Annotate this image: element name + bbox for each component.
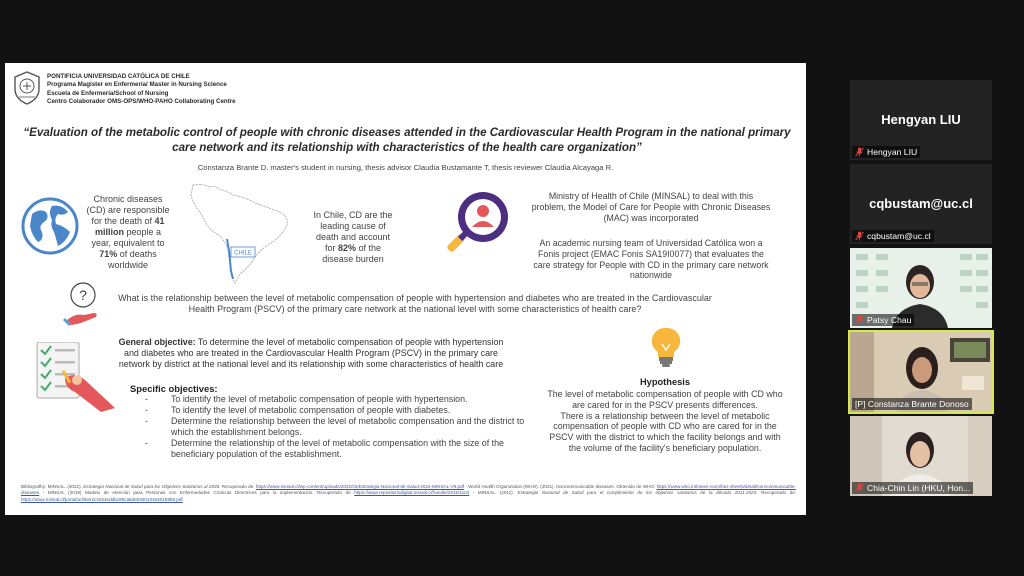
bibliography [21, 484, 796, 503]
bibliography-text: Bibliografhy: MINSAL. (2022). [21, 484, 84, 489]
bibliography-link[interactable]: https://www.minsal.cl/portal/url/item/c4034eddbc96ca6de0400101640159b8.pdf [21, 496, 183, 502]
slide-header [13, 71, 236, 106]
muted-mic-icon [855, 483, 864, 493]
participant-name: Patsy Chau [867, 315, 912, 325]
participant-name-tag [852, 314, 914, 326]
map-label: CHILE [234, 250, 252, 257]
general-objective [111, 337, 511, 370]
institution-line: Centro Colaborador OMS-OPS/WHO-PAHO Collaborating Centre [47, 97, 236, 105]
participant-name-tag [852, 398, 972, 410]
hypothesis-paragraph: There is a relationship between the level of metabolic compensation of people with CD who are cared for in the PSCV with the district to which the facility belongs and with the volume of the facility's beneficiary population. [549, 410, 781, 453]
globe-icon [20, 196, 80, 256]
list-item: - To identify the level of metabolic compensation of people with diabetes. [145, 405, 525, 416]
list-item: - Determine the relationship of the level of metabolic compensation with the size of the beneficiary population of the establishment. [145, 438, 525, 460]
participant-name-tag [852, 482, 973, 494]
general-objective-label: General objective: [118, 337, 196, 347]
muted-mic-icon [855, 231, 864, 241]
bibliography-link[interactable]: https://www.minsal.cl/wp-content/uploads/2022/03/Estrategia-Nacional-de-Salud-2022-MINSAL-V8.pdf [255, 484, 464, 489]
chronic-disease-stat [85, 194, 171, 271]
participant-tile[interactable] [850, 248, 992, 328]
hypothesis-title: Hypothesis [639, 377, 691, 387]
participant-name-tag [852, 230, 934, 242]
minsal-text: Ministry of Health of Chile (MINSAL) to deal with this problem, the Model of Care for People with Chronic Diseases (MAC) was incorporated [531, 191, 771, 223]
hypothesis-text [545, 389, 785, 454]
bibliography-link[interactable]: https://www.who.int/news-room/fact-sheets/detail/noncommunicable-diseases [21, 484, 796, 496]
slide-title: “Evaluation of the metabolic control of people with chronic diseases attended in the Cardiovascular Health Program in the national primary care network and its relationship with characteristics of the health care organization” [23, 126, 791, 154]
institution-line: Programa Magister en Enfermería/ Master in Nursing Science [47, 81, 227, 89]
participant-name: Hengyan LIU [867, 147, 918, 157]
university-seal-icon [13, 71, 41, 105]
specific-objectives-title: Specific objectives: [130, 383, 218, 394]
chile-percent-value: 82% [337, 243, 356, 253]
participant-tile[interactable] [850, 80, 992, 160]
bibliography-text: - World Health Organization (WHO). (2021). Noncommunicable diseases. Obtenido de WHO: [463, 484, 657, 489]
institution-line: Escuela de Enfermería/School of Nursing [47, 89, 169, 97]
participant-name: Chia-Chin Lin (HKU, Hon... [867, 483, 971, 493]
cd-text-part: of deaths worldwide [107, 249, 157, 270]
participant-name: [P] Constanza Brante Donoso [855, 399, 969, 409]
institution-block [47, 71, 236, 106]
chile-text-part: of the disease burden [322, 243, 384, 264]
shared-slide [5, 63, 806, 515]
participant-name-tag [852, 146, 920, 158]
south-america-map [185, 181, 295, 286]
participant-tile[interactable] [850, 416, 992, 496]
research-question: What is the relationship between the level of metabolic compensation of people with hypertension and diabetes who are treated in the Cardiovascular Health Program (PSCV) of the primary care network at the national level with some characteristics of health care? [118, 293, 712, 314]
lightbulb-icon [648, 326, 684, 368]
cd-text-part: people a year, equivalent to [91, 227, 165, 248]
bibliography-text: - MINSAL (2019) Modelo de Atención para Personas con Enfermedades Crónicas Directrices para la implementación. Recuperado de [39, 490, 355, 496]
chile-stat [311, 210, 395, 265]
participant-display-name: Hengyan LIU [881, 112, 961, 127]
participant-tile[interactable] [850, 164, 992, 244]
bibliography-link[interactable]: https://www.repositoriodigital.minsal.cl/handle/2015/1103 [354, 490, 470, 496]
specific-objectives-list [145, 394, 525, 460]
academic-text: An academic nursing team of Universidad Católica won a Fonis project (EMAC Fonis SA19I0077) that evaluates the care strategy for People with CD in the primary care network nationwide [533, 238, 769, 281]
magnifier-person-icon [443, 189, 513, 259]
cd-percent-value: 71% [99, 249, 118, 259]
general-objective-text: To determine the level of metabolic compensation of people with hypertension and diabetes who are treated in the Cardiovascular Health Program (PSCV) in the primary care network by district at the national level and its relationship with some characteristics of health care [118, 337, 504, 369]
hypothesis-paragraph: The level of metabolic compensation of people with CD who are cared for in the PSCV presents differences. [547, 389, 783, 410]
chile-text-part: In Chile, CD are the leading cause of death and account for [313, 210, 393, 253]
bibliography-title: Estrategia Nacional de Salud para el cumplimiento de los objetivos sanitarios de la década 2011-2020. [517, 490, 758, 496]
authors-line: Constanza Brante D. master's student in nursing, thesis advisor Claudia Bustamante T, thesis reviewer Claudia Alcayaga R. [197, 163, 614, 172]
participant-tile-active-speaker[interactable] [850, 332, 992, 412]
cd-text-part: Chronic diseases (CD) are responsible for the death of [86, 194, 170, 226]
bibliography-text: Recuperado de: [757, 490, 797, 496]
muted-mic-icon [855, 315, 864, 325]
bibliography-title: Estrategia Nacional de Salud para los Objetivos Sanitarios al 2030. [83, 484, 221, 489]
list-item: - Determine the relationship between the level of metabolic compensation and the district to which the establishment belongs. [145, 416, 525, 438]
svg-text:?: ? [79, 287, 87, 303]
bibliography-text: - MINSAL. (2011). [469, 490, 518, 496]
muted-mic-icon [855, 147, 864, 157]
cd-deaths-value: 41 million [94, 216, 165, 237]
bibliography-text: Recuperado de: [220, 484, 256, 489]
institution-line: PONTIFICIA UNIVERSIDAD CATÓLICA DE CHILE [47, 73, 190, 80]
list-item: - To identify the level of metabolic compensation of people with hypertension. [145, 394, 525, 405]
participant-display-name: cqbustam@uc.cl [869, 196, 973, 211]
question-hand-icon [62, 281, 104, 327]
checklist-icon [35, 342, 121, 412]
participant-name: cqbustam@uc.cl [867, 231, 931, 241]
